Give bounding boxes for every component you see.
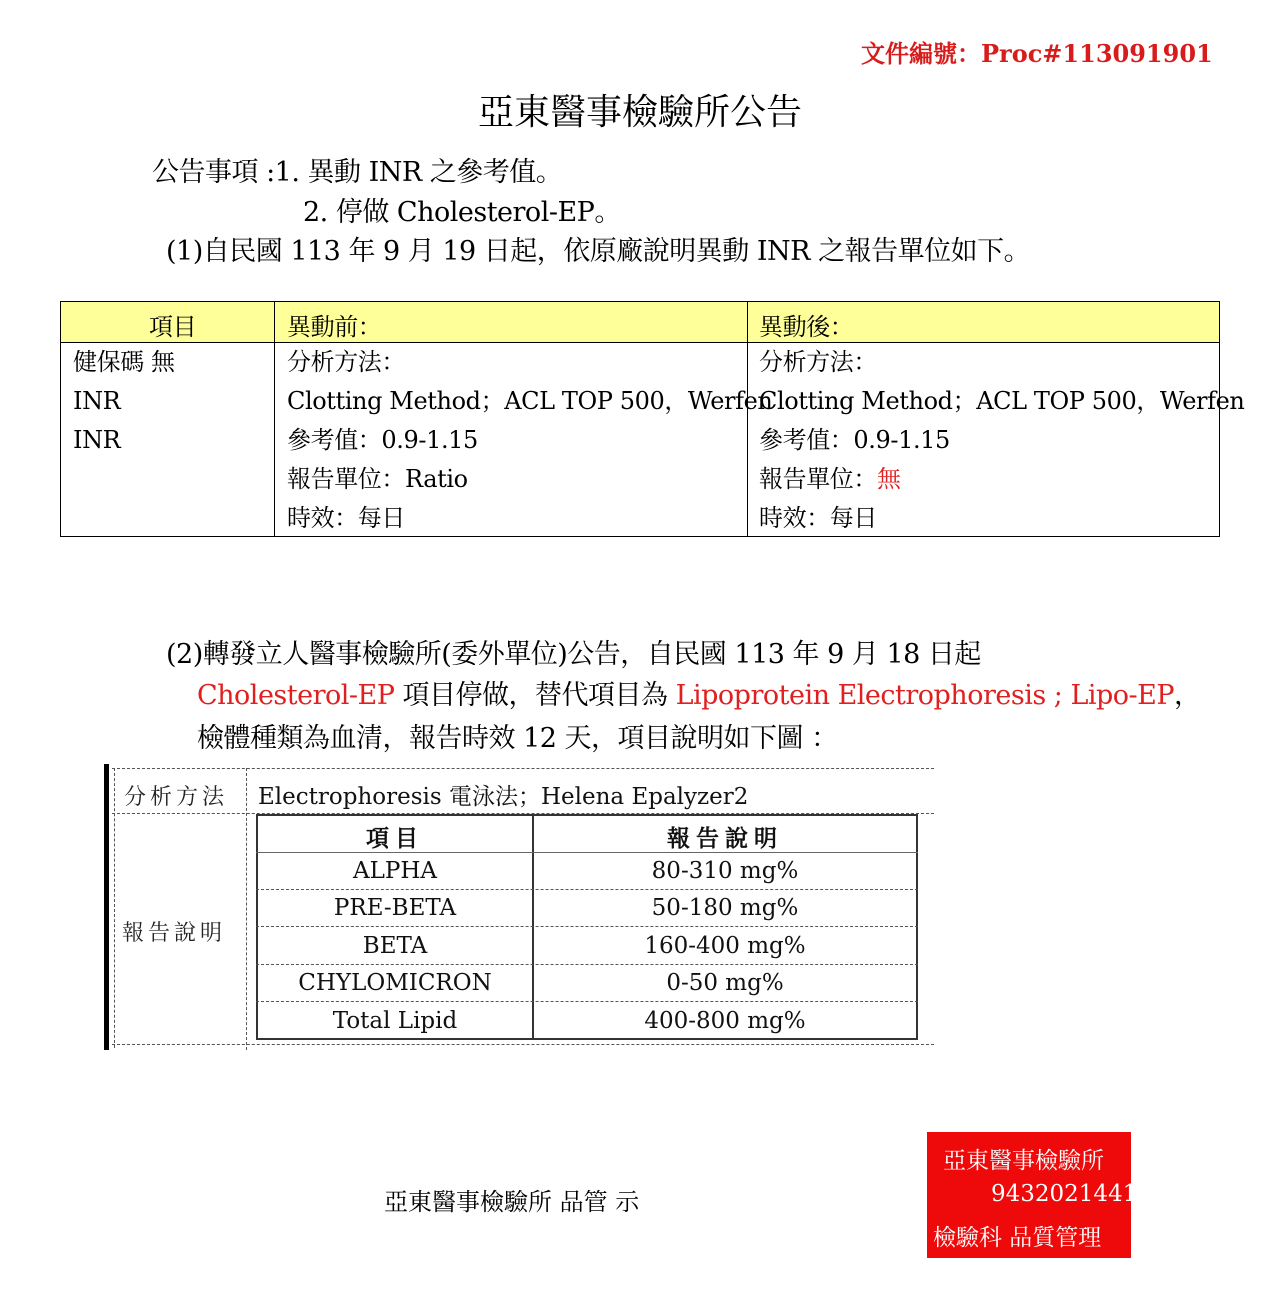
method-value: Electrophoresis 電泳法；Helena Epalyzer2 — [258, 784, 749, 810]
stamp-line-1: 亞東醫事檢驗所 — [943, 1148, 1104, 1174]
discontinued-test: Cholesterol-EP — [197, 680, 395, 711]
table-row-value: 400-800 mg% — [644, 1008, 806, 1034]
section-1-heading: (1)自民國 113 年 9 月 19 日起，依原廠說明異動 INR 之報告單位如下。 — [166, 236, 1031, 267]
header-after: 異動後： — [759, 313, 854, 341]
stamp-line-3: 檢驗科 品質管理 — [933, 1225, 1102, 1251]
notice-line-1: 公告事項 :1. 異動 INR 之參考值。 — [152, 157, 563, 188]
table-row-value: 50-180 mg% — [651, 895, 799, 921]
document-number: 文件編號：Proc#113091901 — [861, 39, 1213, 68]
table-row-item: CHYLOMICRON — [298, 970, 492, 996]
table-row-item: BETA — [362, 933, 428, 959]
lipo-ep-table — [104, 764, 934, 1050]
after-unit-value: 無 — [877, 465, 901, 493]
before-timing: 時效：每日 — [287, 504, 405, 532]
before-unit: 報告單位：Ratio — [287, 465, 468, 493]
table-row-value: 160-400 mg% — [644, 933, 806, 959]
report-label: 報告說明 — [122, 921, 227, 946]
col-header-item: 項目 — [366, 825, 424, 852]
section-2-heading: (2)轉發立人醫事檢驗所(委外單位)公告，自民國 113 年 9 月 18 日起 — [166, 639, 981, 670]
page-title: 亞東醫事檢驗所公告 — [477, 92, 802, 133]
section-2-line-3: 檢體種類為血清，報告時效 12 天，項目說明如下圖 ： — [197, 723, 838, 754]
before-reference: 參考值：0.9-1.15 — [287, 426, 478, 454]
stamp-line-2: 9432021441 — [991, 1181, 1138, 1207]
table-row-item: ALPHA — [352, 858, 438, 884]
header-item: 項目 — [149, 313, 197, 341]
after-timing: 時效：每日 — [759, 504, 877, 532]
table-row-value: 80-310 mg% — [651, 858, 799, 884]
col-header-report: 報告說明 — [667, 825, 783, 852]
replacement-text: 項目停做，替代項目為 — [394, 680, 676, 711]
table-row-value: 0-50 mg% — [666, 970, 784, 996]
table-row-item: PRE-BETA — [333, 895, 457, 921]
inr-change-table — [60, 301, 1245, 537]
item-name: INR — [73, 387, 121, 415]
after-unit-label: 報告單位： — [759, 465, 877, 493]
after-method: Clotting Method；ACL TOP 500，Werfen — [759, 387, 1245, 415]
table-row-item: Total Lipid — [332, 1008, 458, 1034]
before-method-label: 分析方法： — [287, 348, 405, 376]
after-reference: 參考值：0.9-1.15 — [759, 426, 950, 454]
red-stamp — [927, 1132, 1138, 1258]
item-name-2: INR — [73, 426, 121, 454]
signer: 亞東醫事檢驗所 品管 示 — [384, 1188, 640, 1216]
replacement-test: Lipoprotein Electrophoresis ; Lipo-EP — [675, 680, 1175, 711]
table-header-row — [61, 302, 1219, 343]
section-2-line-2 — [197, 673, 1201, 712]
item-code: 健保碼 無 — [73, 348, 175, 376]
before-method: Clotting Method；ACL TOP 500，Werfen — [287, 387, 773, 415]
after-method-label: 分析方法： — [759, 348, 877, 376]
comma: ， — [1174, 680, 1201, 711]
method-label: 分析方法 — [124, 785, 229, 810]
header-before: 異動前： — [287, 313, 382, 341]
after-unit — [759, 460, 901, 499]
notice-line-2: 2. 停做 Cholesterol-EP。 — [303, 197, 621, 228]
